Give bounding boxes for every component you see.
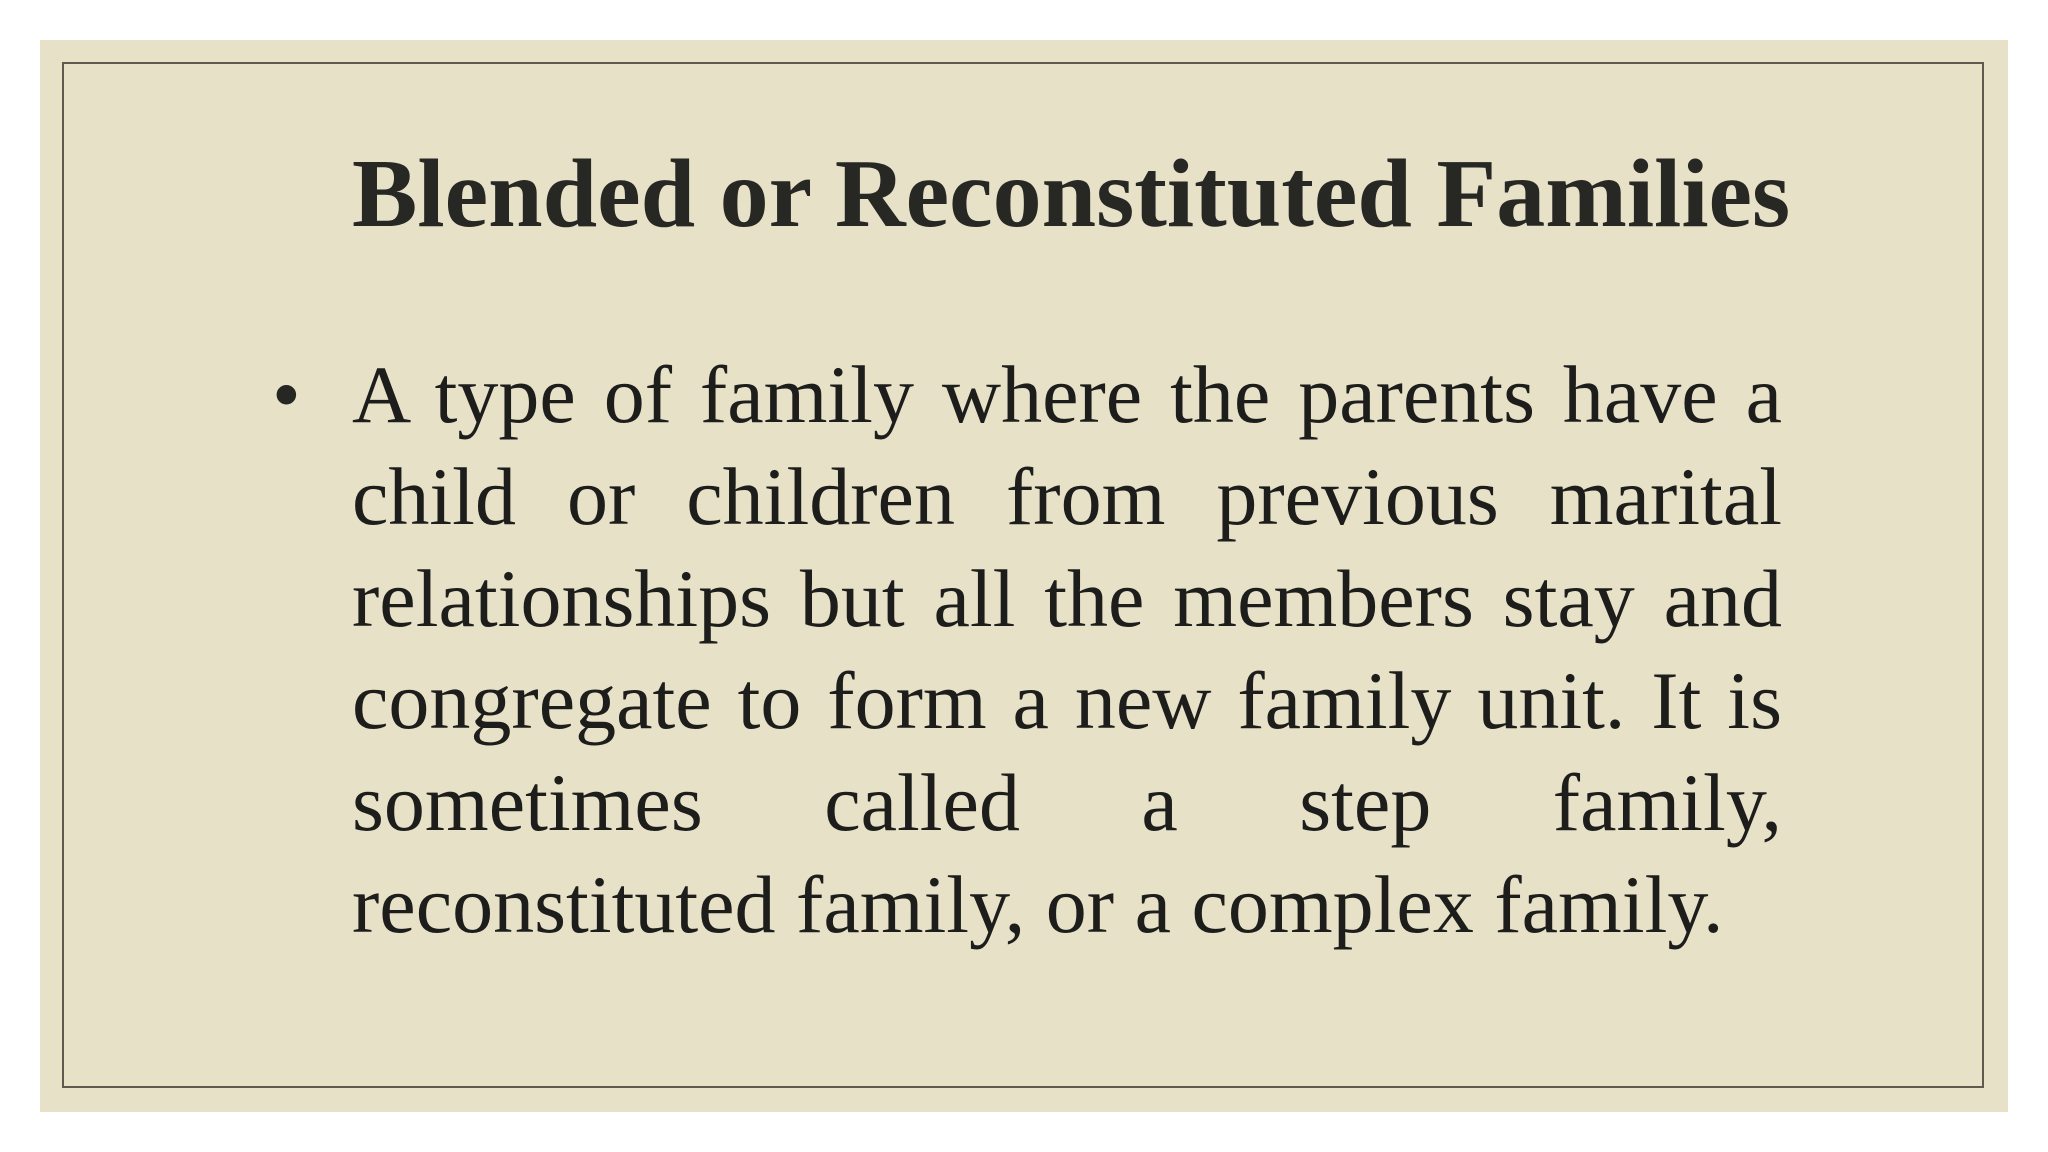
- slide: [40, 40, 2008, 1112]
- slide-title: Blended or Reconstituted Families: [352, 140, 1791, 248]
- bullet-item: [272, 344, 1782, 956]
- bullet-list: [272, 344, 1782, 956]
- bullet-point-icon: •: [272, 349, 301, 440]
- bullet-text: A type of family where the parents have a child or children from previous marital relationships but all the members stay and congregate to form a new family unit. It is sometimes called a step family, reconstituted family, or a complex family.: [352, 349, 1782, 950]
